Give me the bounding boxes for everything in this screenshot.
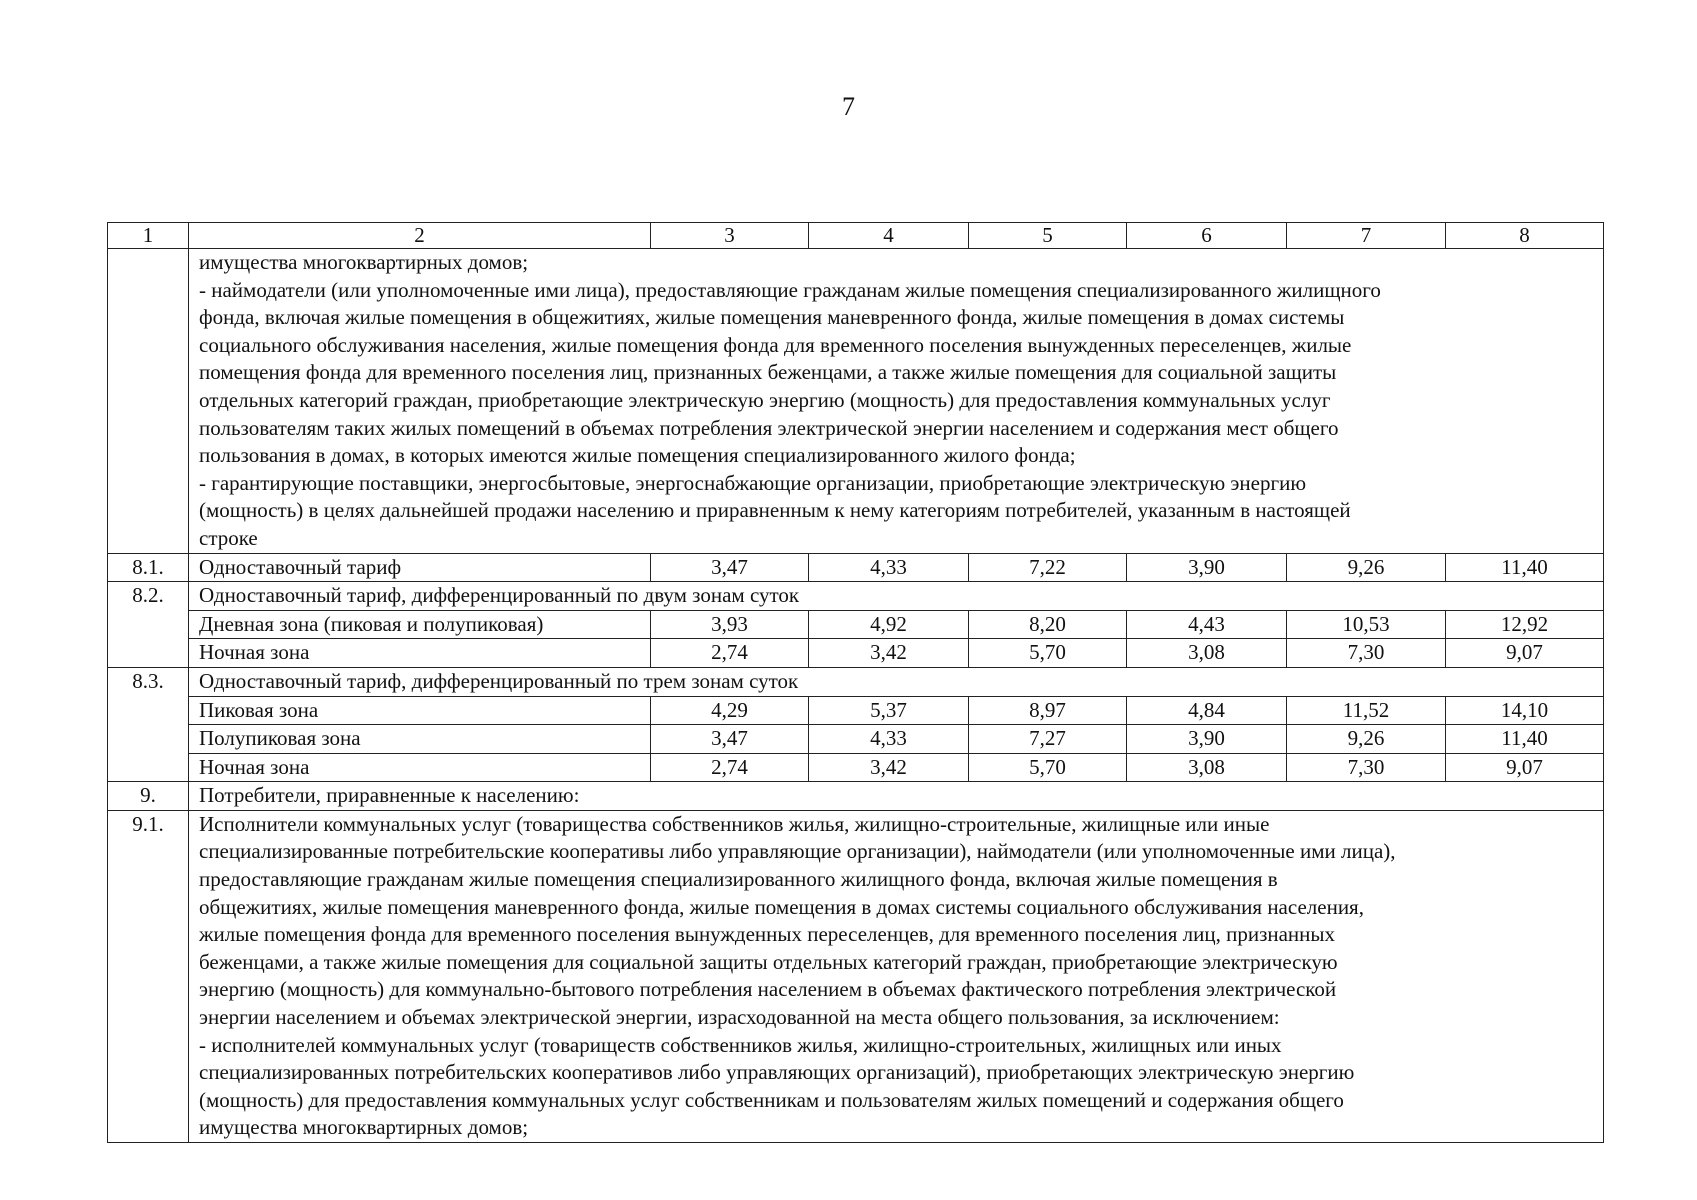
text-line: - наймодатели (или уполномоченные ими лица), предоставляющие гражданам жилые помещения специализированного жилищного — [199, 277, 1381, 302]
row-8-2-title — [108, 582, 1604, 611]
row-number-cell — [108, 696, 189, 725]
value-cell: 3,47 — [651, 725, 809, 754]
row-8-3-peak — [108, 696, 1604, 725]
text-line: отдельных категорий граждан, приобретающие электрическую энергию (мощность) для предоставления коммунальных услуг — [199, 387, 1331, 412]
column-header-3: 3 — [651, 223, 809, 249]
value-cell: 9,07 — [1446, 753, 1604, 782]
column-header-5: 5 — [969, 223, 1127, 249]
value-cell: 3,93 — [651, 610, 809, 639]
row-number: 9.1. — [108, 810, 189, 1142]
value-cell: 14,10 — [1446, 696, 1604, 725]
value-cell: 3,47 — [651, 553, 809, 582]
text-line: (мощность) для предоставления коммунальных услуг собственникам и пользователям жилых помещений и содержания общего — [199, 1087, 1344, 1112]
column-header-4: 4 — [809, 223, 969, 249]
value-cell: 10,53 — [1287, 610, 1446, 639]
text-line: энергии населением и объемах электрической энергии, израсходованной на места общего пользования, за исключением: — [199, 1005, 1280, 1030]
text-line: энергию (мощность) для коммунально-бытового потребления населением в объемах фактического потребления электрической — [199, 977, 1337, 1002]
value-cell: 8,20 — [969, 610, 1127, 639]
row-label: Одноставочный тариф — [189, 553, 651, 582]
value-cell: 7,30 — [1287, 639, 1446, 668]
value-cell: 11,40 — [1446, 725, 1604, 754]
column-header-8: 8 — [1446, 223, 1604, 249]
text-line: строке — [199, 525, 258, 550]
text-line: пользователям таких жилых помещений в объемах потребления электрической энергии населением и содержания мест общего — [199, 415, 1339, 440]
row-8-3-semipeak — [108, 725, 1604, 754]
text-line: Исполнители коммунальных услуг (товарищества собственников жилья, жилищно-строительные, жилищные или иные — [199, 811, 1270, 836]
text-line: имущества многоквартирных домов; — [199, 250, 529, 274]
value-cell: 7,27 — [969, 725, 1127, 754]
value-cell: 3,42 — [809, 753, 969, 782]
value-cell: 9,26 — [1287, 553, 1446, 582]
text-line: (мощность) в целях дальнейшей продажи населению и приравненным к нему категориям потребителей, указанным в настоящей — [199, 498, 1351, 523]
value-cell: 5,70 — [969, 753, 1127, 782]
row-label: Ночная зона — [189, 639, 651, 668]
value-cell: 3,42 — [809, 639, 969, 668]
text-line: специализированных потребительских кооперативов либо управляющих организаций), приобретающих электрическую энергию — [199, 1060, 1355, 1085]
text-line: общежитиях, жилые помещения маневренного фонда, жилые помещения в домах системы социального обслуживания населения, — [199, 894, 1364, 919]
value-cell: 4,29 — [651, 696, 809, 725]
column-header-6: 6 — [1127, 223, 1287, 249]
row-9-1 — [108, 810, 1604, 1142]
row-number: 8.2. — [108, 582, 189, 611]
row-title: Одноставочный тариф, дифференцированный по трем зонам суток — [189, 667, 1604, 696]
value-cell: 3,08 — [1127, 753, 1287, 782]
text-line: жилые помещения фонда для временного поселения вынужденных переселенцев, для временного поселения лиц, признанных — [199, 922, 1336, 947]
value-cell: 11,40 — [1446, 553, 1604, 582]
row-label: Пиковая зона — [189, 696, 651, 725]
column-header-7: 7 — [1287, 223, 1446, 249]
text-line: - исполнителей коммунальных услуг (товариществ собственников жилья, жилищно-строительных, жилищных или иных — [199, 1032, 1282, 1057]
row-label: Дневная зона (пиковая и полупиковая) — [189, 610, 651, 639]
value-cell: 4,33 — [809, 725, 969, 754]
row-9 — [108, 782, 1604, 811]
value-cell: 4,43 — [1127, 610, 1287, 639]
value-cell: 11,52 — [1287, 696, 1446, 725]
tariff-table — [107, 222, 1604, 1143]
text-line: имущества многоквартирных домов; — [199, 1115, 529, 1140]
row-8-3-title — [108, 667, 1604, 696]
text-line: социального обслуживания населения, жилые помещения фонда для временного поселения вынужденных переселенцев, жилые — [199, 332, 1352, 357]
value-cell: 5,37 — [809, 696, 969, 725]
text-line: - гарантирующие поставщики, энергосбытовые, энергоснабжающие организации, приобретающие электрическую энергию — [199, 470, 1307, 495]
value-cell: 3,90 — [1127, 553, 1287, 582]
column-header-1: 1 — [108, 223, 189, 249]
value-cell: 12,92 — [1446, 610, 1604, 639]
value-cell: 2,74 — [651, 639, 809, 668]
value-cell: 4,33 — [809, 553, 969, 582]
row-8-3-night — [108, 753, 1604, 782]
value-cell: 9,26 — [1287, 725, 1446, 754]
value-cell: 9,07 — [1446, 639, 1604, 668]
value-cell: 5,70 — [969, 639, 1127, 668]
row-number-cell — [108, 610, 189, 639]
value-cell: 3,90 — [1127, 725, 1287, 754]
row-8-2-day — [108, 610, 1604, 639]
text-line: помещения фонда для временного поселения лиц, признанных беженцами, а также жилые помещения для социальной защиты — [199, 360, 1337, 385]
value-cell: 7,22 — [969, 553, 1127, 582]
row-number: 8.3. — [108, 667, 189, 696]
column-header-2: 2 — [189, 223, 651, 249]
text-line: беженцами, а также жилые помещения для социальной защиты отдельных категорий граждан, приобретающие электрическую — [199, 949, 1338, 974]
row-number: 8.1. — [108, 553, 189, 582]
row-label: Ночная зона — [189, 753, 651, 782]
row-label: Полупиковая зона — [189, 725, 651, 754]
row-title: Одноставочный тариф, дифференцированный по двум зонам суток — [189, 582, 1604, 611]
value-cell: 2,74 — [651, 753, 809, 782]
value-cell: 4,92 — [809, 610, 969, 639]
row-text — [189, 810, 1604, 1142]
page-number: 7 — [842, 92, 855, 121]
row-title: Потребители, приравненные к населению: — [189, 782, 1604, 811]
row-number-cell — [108, 639, 189, 668]
value-cell: 4,84 — [1127, 696, 1287, 725]
continuation-row — [108, 249, 1604, 554]
text-line: предоставляющие гражданам жилые помещения специализированного жилищного фонда, включая жилые помещения в — [199, 867, 1278, 892]
row-8-2-night — [108, 639, 1604, 668]
value-cell: 8,97 — [969, 696, 1127, 725]
row-8-1 — [108, 553, 1604, 582]
row-number: 9. — [108, 782, 189, 811]
text-line: специализированные потребительские кооперативы либо управляющие организации), наймодатели (или уполномоченные ими лица), — [199, 839, 1396, 864]
continuation-text — [189, 249, 1604, 554]
row-number-cell — [108, 725, 189, 754]
row-number-cell — [108, 249, 189, 554]
row-number-cell — [108, 753, 189, 782]
value-cell: 3,08 — [1127, 639, 1287, 668]
text-line: фонда, включая жилые помещения в общежитиях, жилые помещения маневренного фонда, жилые помещения в домах системы — [199, 305, 1345, 330]
text-line: пользования в домах, в которых имеются жилые помещения специализированного жилого фонда; — [199, 443, 1076, 468]
value-cell: 7,30 — [1287, 753, 1446, 782]
column-number-row — [108, 223, 1604, 249]
